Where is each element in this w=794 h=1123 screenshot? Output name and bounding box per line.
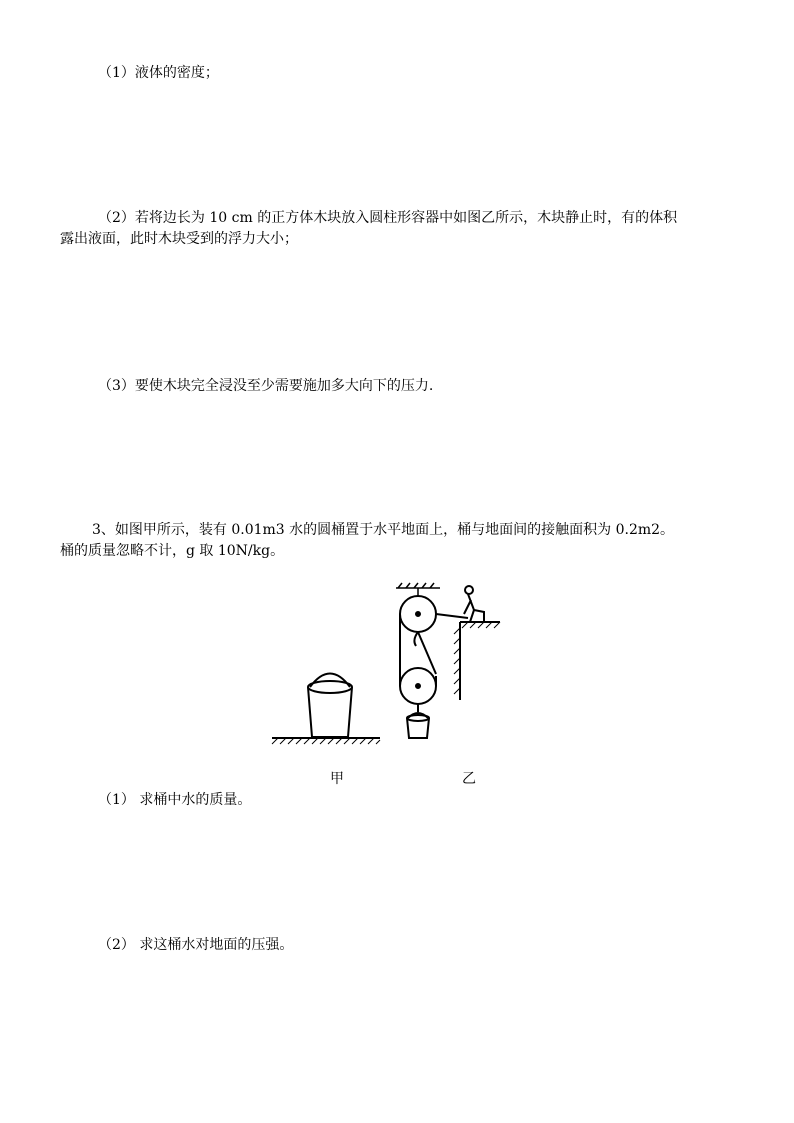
question-2-line-1: （2）若将边长为 10 cm 的正方体木块放入圆柱形容器中如图乙所示，木块静止时，有的体积	[98, 210, 678, 226]
problem-3-subquestion-2: （2） 求这桶水对地面的压强。	[98, 937, 294, 953]
problem-3-subquestion-1: （1） 求桶中水的质量。	[98, 792, 252, 808]
platform	[460, 622, 500, 700]
caption-yi: 乙	[462, 771, 476, 787]
question-3: （3）要使木块完全浸没至少需要施加多大向下的压力.	[98, 378, 434, 394]
ceiling	[396, 583, 440, 596]
bucket-on-ground	[272, 674, 380, 739]
person-figure	[464, 586, 484, 622]
caption-jia: 甲	[330, 771, 344, 787]
problem-3-line-2: 桶的质量忽略不计，g 取 10N/kg。	[60, 543, 285, 559]
small-bucket	[407, 713, 429, 738]
question-1: （1）液体的密度；	[98, 65, 219, 81]
bucket-figure	[262, 578, 522, 788]
problem-3-line-1: 3、如图甲所示，装有 0.01m3 水的圆桶置于水平地面上，桶与地面间的接触面积为 0.2m2。	[92, 522, 675, 538]
bucket-diagram	[262, 578, 522, 788]
question-2-line-2: 露出液面，此时木块受到的浮力大小；	[60, 231, 298, 247]
pulley-system	[400, 596, 468, 712]
